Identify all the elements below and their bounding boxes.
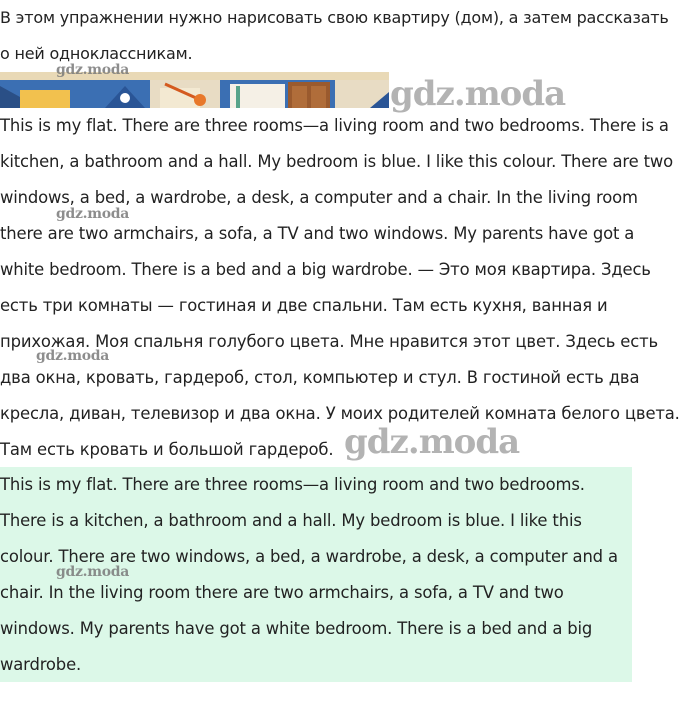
watermark-small-1: gdz.moda: [56, 62, 130, 78]
watermark-large-1: gdz.moda: [390, 74, 566, 114]
highlighted-answer-text: This is my flat. There are three rooms—a living room and two bedrooms. There is a kitchen, a bathroom and a hall. My bedroom is blue. I like this colour. There are two windows, a bed, a wardrobe, a desk, a computer and a chair. In the living room there are two armchairs, a sofa, a TV and two windows. My parents have got a white bedroom. There is a bed and a big wardrobe.: [0, 475, 618, 674]
task-instruction: В этом упражнении нужно нарисовать свою квартиру (дом), а затем рассказать о ней одноклассникам.: [0, 8, 669, 63]
watermark-small-4: gdz.moda: [56, 564, 130, 580]
room-illustration-icon: [0, 72, 389, 108]
watermark-small-2: gdz.moda: [56, 206, 130, 222]
room-illustration-image: [0, 72, 389, 108]
watermark-large-2: gdz.moda: [344, 422, 520, 462]
answer-text: This is my flat. There are three rooms—a living room and two bedrooms. There is a kitchen, a bathroom and a hall. My bedroom is blue. I like this colour. There are two windows, a bed, a wardrobe, a desk, a computer and a chair. In the living room there are two armchairs, a sofa, a TV and two windows. My parents have got a white bedroom. There is a bed and a big wardrobe. — Это моя квартира. Здесь есть три комнаты — гостиная и две спальни. Там есть кухня, ванная и прихожая. Моя спальня голубого цвета. Мне нравится этот цвет. Здесь есть два окна, кровать, гардероб, стол, компьютер и стул. В гостиной есть два кресла, диван, телевизор и два окна. У моих родителей комната белого цвета. Там есть кровать и большой гардероб.: [0, 116, 680, 459]
highlighted-answer-box: [0, 467, 632, 682]
watermark-small-3: gdz.moda: [36, 348, 110, 364]
